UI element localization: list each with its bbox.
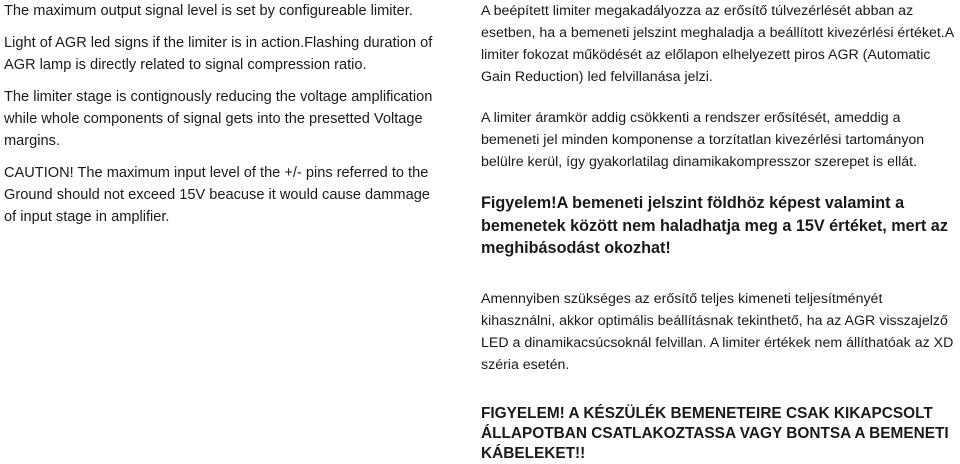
agr-usage-paragraph: Amennyiben szükséges az erősítő teljes kimeneti teljesítményét kihasználni, akkor optimális beállításnak tekinthető, ha az AGR visszajelző LED a dinamikacsúcsoknál felvillan. A limiter értékek nem állíthatóak az XD széria esetén. <box>481 290 954 373</box>
limiter-circuit-paragraph: A limiter áramkör addig csökkenti a rendszer erősítését, ameddig a bemeneti jel minden komponense a torzítatlan kivezérlési tartományon belülre kerül, így gyakorlatilag dinamikakompresszor szerepet is ellát. <box>481 110 925 170</box>
agr-led-paragraph: Light of AGR led signs if the limiter is in action.Flashing duration of AGR lamp is directly related to signal compression ratio. <box>4 35 433 73</box>
limiter-description-paragraph: A beépített limiter megakadályozza az erősítő túlvezérlését abban az esetben, ha a bemeneti jelszint meghaladja a beállított kivezérlési értéket.A limiter fokozat működését az előlapon elhelyezett piros AGR (Automatic Gain Reduction) led felvillanása jelzi. <box>481 3 954 85</box>
hungarian-column <box>481 0 957 464</box>
limiter-output-paragraph: The maximum output signal level is set by configureable limiter. <box>4 3 413 19</box>
input-level-warning: Figyelem!A bemeneti jelszint földhöz képest valamint a bemenetek között nem haladhatja meg a 15V értéket, mert az meghibásodást okozhat! <box>481 194 948 257</box>
connection-warning: FIGYELEM! A KÉSZÜLÉK BEMENETEIRE CSAK KIKAPCSOLT ÁLLAPOTBAN CSATLAKOZTASSA VAGY BONTSA A BEMENETI KÁBELEKET!! <box>481 404 949 462</box>
english-column <box>4 0 442 228</box>
limiter-stage-paragraph: The limiter stage is contignously reducing the voltage amplification while whole components of signal gets into the presetted Voltage margins. <box>4 89 433 149</box>
caution-paragraph: CAUTION! The maximum input level of the +/- pins referred to the Ground should not exceed 15V beacuse it would cause dammage of input stage in amplifier. <box>4 165 430 225</box>
